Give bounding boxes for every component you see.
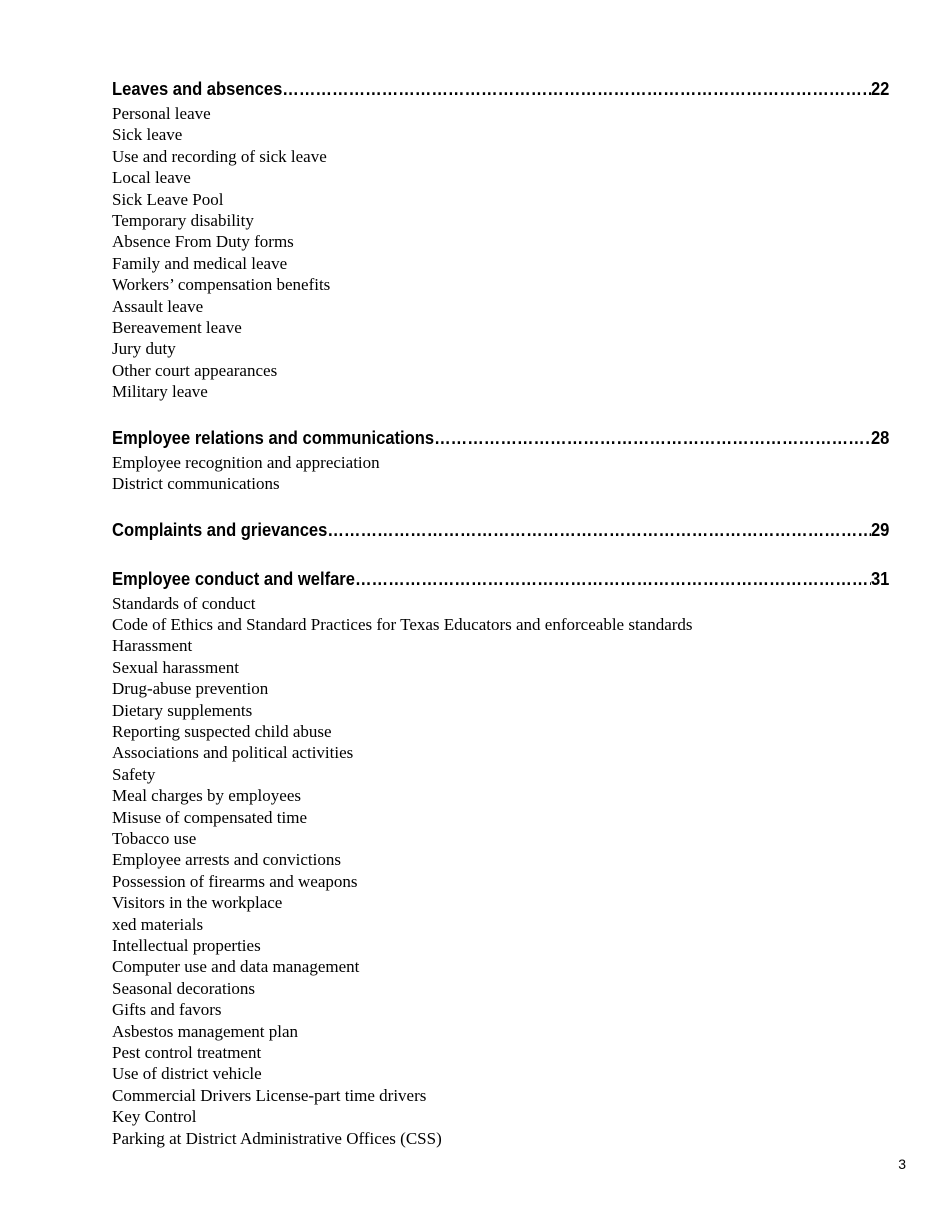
toc-section-employee-relations [112, 425, 892, 495]
toc-item: xed materials [112, 914, 204, 934]
toc-item: Harassment [112, 636, 193, 656]
table-of-contents [112, 76, 892, 1171]
toc-item: Other court appearances [112, 360, 278, 380]
toc-item: Asbestos management plan [112, 1021, 299, 1041]
toc-item-list [112, 103, 892, 403]
toc-heading [112, 425, 889, 452]
toc-item: Absence From Duty forms [112, 232, 294, 252]
dot-leader [434, 425, 871, 452]
toc-heading-title: Employee relations and communications [112, 427, 435, 448]
toc-page-number: 28 [870, 427, 890, 448]
toc-item: Sick leave [112, 125, 183, 145]
toc-item: Standards of conduct [112, 593, 256, 613]
toc-item: Military leave [112, 382, 208, 402]
toc-item: Intellectual properties [112, 936, 261, 955]
toc-item: Possession of firearms and weapons [112, 871, 358, 891]
toc-item: Sexual harassment [112, 657, 239, 677]
toc-item: District communications [112, 474, 280, 494]
toc-item: Safety [112, 764, 156, 784]
toc-page-number: 31 [870, 568, 890, 589]
toc-heading-title: Leaves and absences [112, 79, 283, 99]
toc-heading-title: Complaints and grievances [112, 519, 328, 540]
toc-item-list [112, 593, 892, 1150]
dot-leader [282, 76, 871, 103]
toc-item: Computer use and data management [112, 957, 360, 977]
toc-item: Workers’ compensation benefits [112, 275, 331, 295]
toc-item: Commercial Drivers License-part time drivers [112, 1085, 427, 1105]
toc-page-number: 29 [870, 519, 890, 540]
toc-item: Dietary supplements [112, 700, 253, 720]
toc-section-leaves [112, 76, 892, 403]
toc-heading [112, 566, 889, 593]
toc-item: Reporting suspected child abuse [112, 721, 332, 741]
toc-item: Temporary disability [112, 211, 254, 231]
toc-item-list [112, 452, 892, 495]
toc-heading [112, 76, 889, 103]
dot-leader [327, 517, 871, 544]
toc-item: Meal charges by employees [112, 786, 301, 806]
toc-item: Sick Leave Pool [112, 189, 224, 209]
toc-item: Bereavement leave [112, 318, 242, 338]
toc-item: Tobacco use [112, 828, 197, 848]
toc-section-complaints [112, 517, 892, 544]
toc-item: Employee arrests and convictions [112, 850, 341, 870]
toc-item: Employee recognition and appreciation [112, 452, 380, 472]
toc-item: Misuse of compensated time [112, 807, 307, 827]
toc-item: Assault leave [112, 296, 204, 316]
toc-item: Drug-abuse prevention [112, 679, 269, 699]
toc-heading [112, 517, 889, 544]
toc-item: Parking at District Administrative Offices (CSS) [112, 1128, 442, 1148]
toc-item: Key Control [112, 1107, 197, 1127]
toc-item: Personal leave [112, 104, 211, 123]
toc-item: Jury duty [112, 339, 176, 359]
page-number: 3 [898, 1156, 906, 1172]
toc-item: Local leave [112, 168, 191, 188]
toc-item: Pest control treatment [112, 1043, 262, 1063]
toc-item: Code of Ethics and Standard Practices for Texas Educators and enforceable standards [112, 614, 693, 634]
toc-item: Use and recording of sick leave [112, 146, 327, 166]
toc-heading-title: Employee conduct and welfare [112, 568, 355, 589]
toc-item: Family and medical leave [112, 253, 288, 273]
dot-leader [355, 566, 871, 593]
toc-section-employee-conduct [112, 566, 892, 1150]
toc-item: Seasonal decorations [112, 978, 256, 998]
toc-item: Use of district vehicle [112, 1064, 262, 1084]
toc-page-number: 22 [870, 79, 890, 99]
toc-item: Associations and political activities [112, 743, 354, 763]
toc-item: Gifts and favors [112, 1000, 222, 1020]
toc-item: Visitors in the workplace [112, 893, 283, 913]
